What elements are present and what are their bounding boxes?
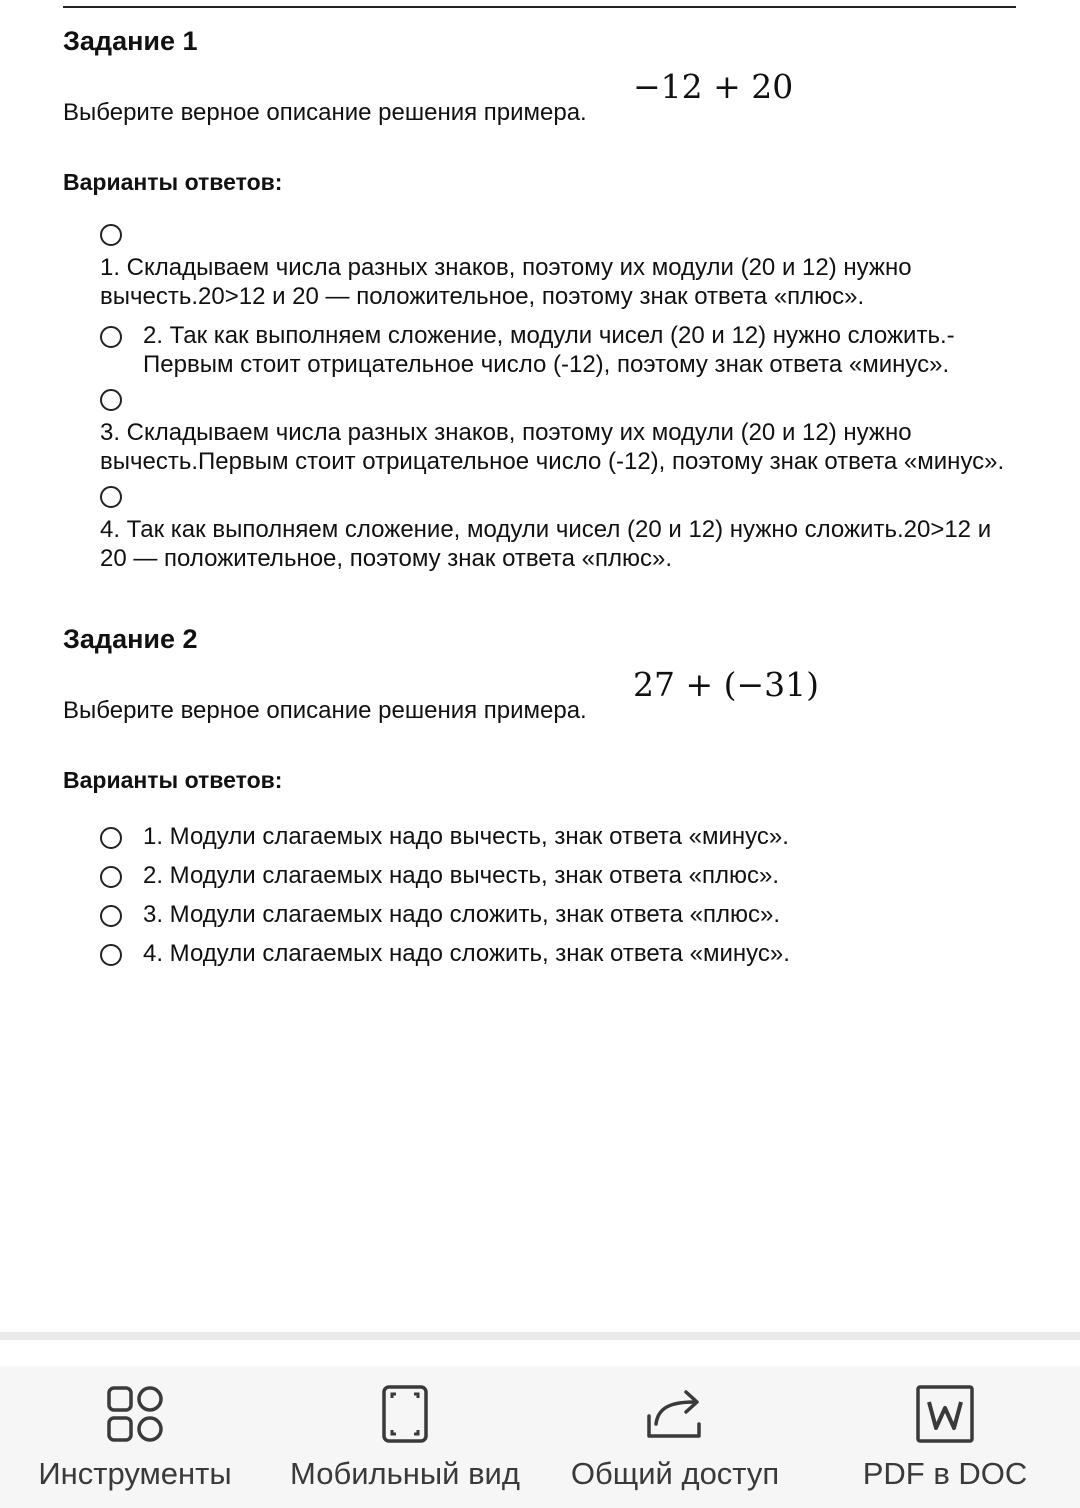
answer-option-2[interactable] (63, 321, 1018, 379)
task-title: Задание 1 (63, 26, 198, 56)
radio-button-icon[interactable] (100, 905, 122, 927)
radio-button-icon[interactable] (100, 944, 122, 966)
bottom-toolbar (0, 1366, 1080, 1508)
pdf-to-doc-label: PDF в DOC (862, 1456, 1028, 1491)
answer-option-1[interactable] (63, 822, 1018, 851)
radio-button-icon[interactable] (100, 389, 122, 411)
mobile-view-button[interactable] (275, 1366, 535, 1508)
math-expression: 27 + (−31) (633, 665, 820, 704)
variants-title: Варианты ответов: (63, 169, 283, 195)
radio-button-icon[interactable] (100, 486, 122, 508)
share-icon (644, 1384, 706, 1444)
task-1 (63, 26, 1018, 573)
radio-button-icon[interactable] (100, 827, 122, 849)
option-text: 3. Складываем числа разных знаков, поэтому их модули (20 и 12) нужно вычесть.Первым стоит отрицательное число (-12), поэтому знак ответа «минус». (100, 419, 1005, 475)
top-divider (63, 6, 1016, 8)
option-text: 1. Модули слагаемых надо вычесть, знак ответа «минус». (143, 823, 789, 850)
mobile-view-icon (380, 1384, 430, 1444)
variants-title: Варианты ответов: (63, 767, 283, 793)
prompt-row (63, 57, 1018, 127)
answer-option-2[interactable] (63, 861, 1018, 890)
math-expression: −12 + 20 (633, 67, 794, 106)
answer-option-3[interactable] (63, 900, 1018, 929)
pdf-to-doc-button[interactable] (830, 1366, 1060, 1508)
task-prompt: Выберите верное описание решения примера. (63, 697, 587, 724)
toolbar-separator (0, 1332, 1080, 1340)
answer-option-4[interactable] (63, 939, 1018, 968)
word-doc-icon (915, 1384, 975, 1444)
task-title: Задание 2 (63, 624, 198, 654)
task-prompt: Выберите верное описание решения примера. (63, 99, 587, 126)
option-text: 2. Модули слагаемых надо вычесть, знак ответа «плюс». (143, 862, 780, 889)
tools-label: Инструменты (38, 1456, 232, 1491)
task-2 (63, 624, 1018, 968)
radio-button-icon[interactable] (100, 224, 122, 246)
option-text: 4. Так как выполняем сложение, модули чисел (20 и 12) нужно сложить.20>12 и 20 — положительное, поэтому знак ответа «плюс». (100, 516, 992, 572)
answer-options (63, 224, 1018, 573)
answer-options (63, 822, 1018, 968)
mobile-view-label: Мобильный вид (290, 1456, 520, 1491)
prompt-row (63, 655, 1018, 725)
radio-button-icon[interactable] (100, 866, 122, 888)
option-text: 3. Модули слагаемых надо сложить, знак ответа «плюс». (143, 901, 780, 928)
option-text: 1. Складываем числа разных знаков, поэтому их модули (20 и 12) нужно вычесть.20>12 и 20 — положительное, поэтому знак ответа «плюс». (100, 254, 912, 310)
share-label: Общий доступ (570, 1456, 780, 1491)
tools-grid-icon (105, 1384, 165, 1444)
option-text: 2. Так как выполняем сложение, модули чисел (20 и 12) нужно сложить.-Первым стоит отрицательное число (-12), поэтому знак ответа «минус». (143, 322, 955, 378)
share-button[interactable] (560, 1366, 790, 1508)
answer-option-4[interactable] (63, 486, 1018, 573)
answer-option-1[interactable] (63, 224, 1018, 311)
radio-button-icon[interactable] (100, 326, 122, 348)
answer-option-3[interactable] (63, 389, 1018, 476)
option-text: 4. Модули слагаемых надо сложить, знак ответа «минус». (143, 940, 790, 967)
tools-button[interactable] (20, 1366, 250, 1508)
